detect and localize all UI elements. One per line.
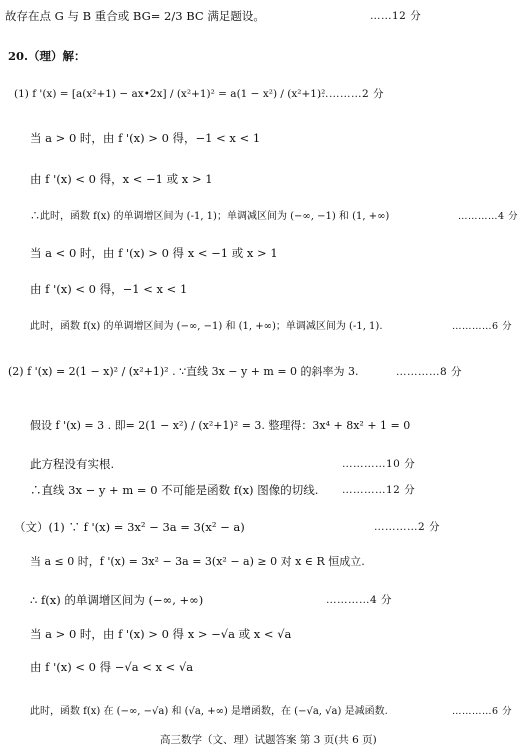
question-heading bbox=[0, 44, 525, 68]
score-mark: …………4 分 bbox=[326, 594, 393, 606]
text-line bbox=[0, 277, 525, 301]
text-line bbox=[0, 588, 525, 612]
page-footer bbox=[0, 728, 525, 752]
score-mark: …………12 分 bbox=[342, 484, 416, 496]
text-line bbox=[0, 315, 525, 339]
text-line bbox=[0, 205, 525, 229]
line-text: 当 a > 0 时，由 f '(x) > 0 得，−1 < x < 1 bbox=[30, 131, 261, 145]
text-line bbox=[0, 4, 525, 28]
score-mark: ……12 分 bbox=[370, 10, 422, 22]
score-mark: …………6 分 bbox=[452, 321, 513, 332]
line-text: 20.（理）解： bbox=[8, 49, 86, 63]
line-text: 故存在点 G 与 B 重合或 BG= 2/3 BC 满足题设。 bbox=[5, 9, 265, 23]
text-line bbox=[0, 550, 525, 574]
line-text: 当 a < 0 时，由 f '(x) > 0 得 x < −1 或 x > 1 bbox=[30, 246, 278, 260]
assumption-line bbox=[0, 406, 525, 446]
derivative-formula-line bbox=[0, 74, 525, 114]
line-text: 由 f '(x) < 0 得，x < −1 或 x > 1 bbox=[30, 172, 213, 186]
text-line bbox=[0, 478, 525, 502]
line-text: 当 a > 0 时，由 f '(x) > 0 得 x > −√a 或 x < √a bbox=[30, 627, 292, 641]
text-line bbox=[0, 167, 525, 191]
line-text: ∴此时，函数 f(x) 的单调增区间为 (-1, 1)；单调减区间为 (−∞, −1) 和 (1, +∞) bbox=[30, 211, 390, 222]
score-mark: …………2 分 bbox=[374, 521, 441, 533]
score-mark: …………6 分 bbox=[452, 706, 513, 717]
line-text: 此时，函数 f(x) 在 (−∞, −√a) 和 (√a, +∞) 是增函数，在 (−√a, √a) 是减函数. bbox=[30, 706, 388, 717]
line-text: ∴直线 3x − y + m = 0 不可能是函数 f(x) 图像的切线. bbox=[30, 483, 319, 497]
line-text: (2) f '(x) = 2(1 − x)² / (x²+1)² . ∵直线 3x − y + m = 0 的斜率为 3. bbox=[8, 365, 359, 378]
line-text: 当 a ≤ 0 时，f '(x) = 3x² − 3a = 3(x² − a) ≥ 0 对 x ∈ R 恒成立. bbox=[30, 555, 365, 568]
score-mark: …………8 分 bbox=[396, 366, 463, 378]
text-line bbox=[0, 700, 525, 724]
text-line bbox=[0, 126, 525, 150]
line-text: (1) f '(x) = [a(x²+1) − ax•2x] / (x²+1)² = a(1 − x²) / (x²+1)² bbox=[14, 88, 326, 100]
line-text: 由 f '(x) < 0 得，−1 < x < 1 bbox=[30, 282, 188, 296]
text-line bbox=[0, 655, 525, 679]
text-line bbox=[0, 622, 525, 646]
line-text: （文）(1) ∵ f '(x) = 3x² − 3a = 3(x² − a) bbox=[14, 520, 245, 534]
score-mark: …………2 分 bbox=[318, 88, 385, 100]
line-text: 由 f '(x) < 0 得 −√a < x < √a bbox=[30, 660, 194, 674]
line-text: ∴ f(x) 的单调增区间为 (−∞, +∞) bbox=[30, 593, 204, 607]
score-mark: …………10 分 bbox=[342, 458, 416, 470]
line-text: 此方程没有实根. bbox=[30, 457, 115, 471]
score-mark: …………4 分 bbox=[458, 211, 519, 222]
footer-text: 高三数学（文、理）试题答案 第 3 页(共 6 页) bbox=[160, 734, 377, 746]
text-line bbox=[0, 241, 525, 265]
line-text: 此时，函数 f(x) 的单调增区间为 (−∞, −1) 和 (1, +∞)；单调减区间为 (-1, 1). bbox=[30, 321, 383, 332]
part2-formula-line bbox=[0, 352, 525, 392]
text-line bbox=[0, 452, 525, 476]
text-line bbox=[0, 515, 525, 539]
line-text: 假设 f '(x) = 3 . 即= 2(1 − x²) / (x²+1)² = 3. 整理得：3x⁴ + 8x² + 1 = 0 bbox=[30, 419, 411, 432]
